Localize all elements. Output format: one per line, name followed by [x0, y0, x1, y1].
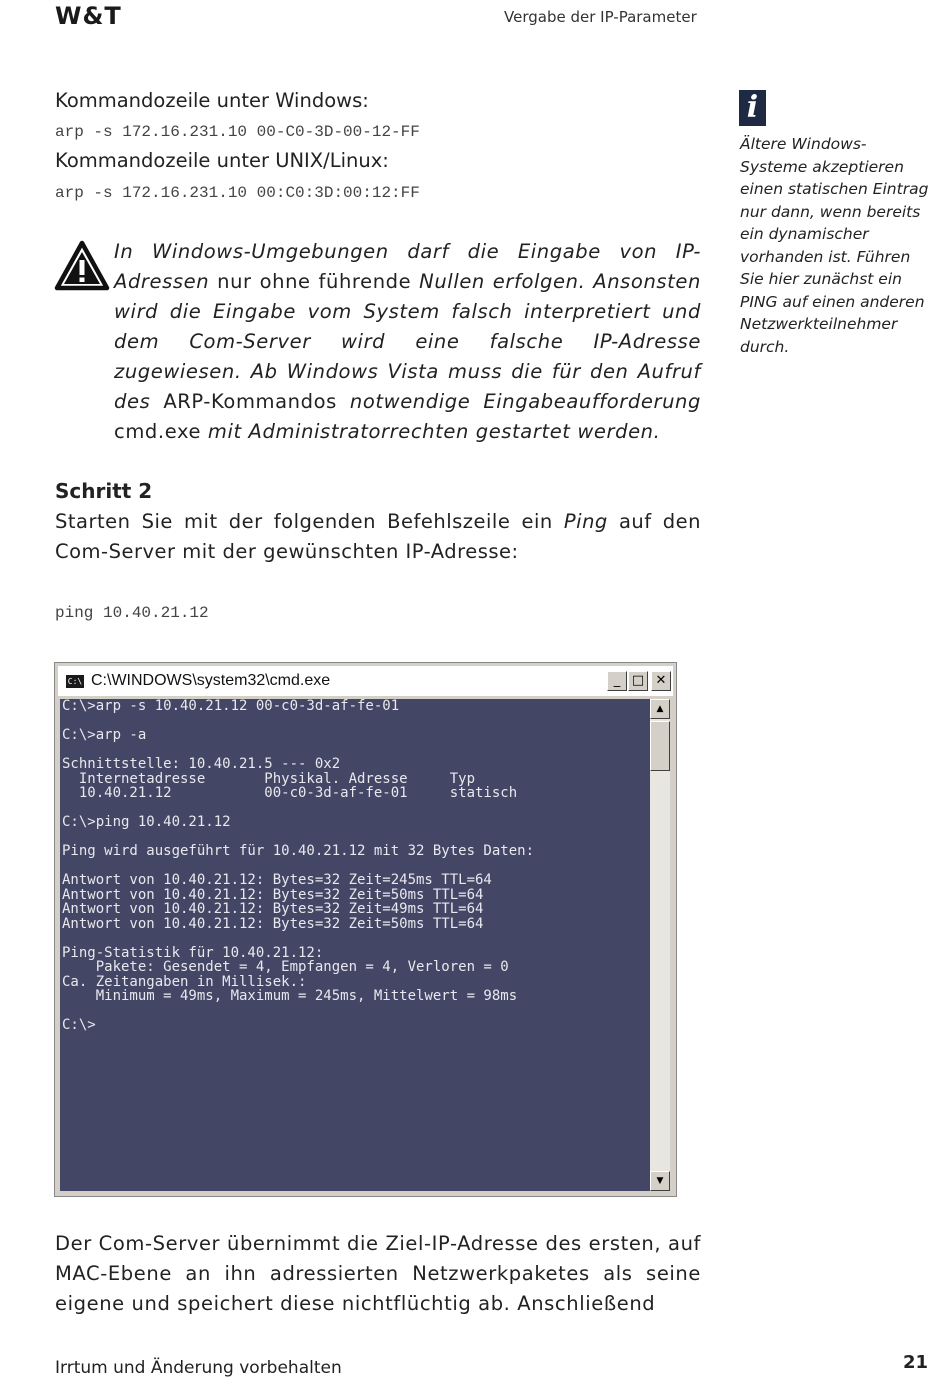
console-line: C:\>arp -a — [62, 727, 147, 743]
cmd-titlebar — [58, 666, 673, 696]
warning-paragraph — [55, 237, 701, 447]
console-line: Ca. Zeitangaben in Millisek.: — [62, 973, 307, 990]
sidebar-note: Ältere Windows-Systeme akzeptieren einen statischen Eintrag nur dann, wenn bereits ein dynamischer vorhanden ist. Führen Sie hier zunächst ein PING auf einen anderen Netzwerkteilnehmer durch. — [740, 135, 929, 356]
console-line — [60, 743, 650, 758]
console-line: 10.40.21.12 00-c0-3d-af-fe-01 statisch — [62, 785, 518, 801]
ping-command: ping 10.40.21.12 — [55, 604, 209, 622]
console-line: C:\> — [62, 1017, 96, 1033]
unix-command: arp -s 172.16.231.10 00:C0:3D:00:12:FF — [55, 184, 420, 202]
console-line — [60, 714, 650, 729]
closing-paragraph: Der Com-Server übernimmt die Ziel-IP-Adresse des ersten, auf MAC-Ebene an ihn adressierten Netzwerkpaketes als seine eigene und speichert diese nichtflüchtig ab. Anschließend — [55, 1232, 701, 1315]
info-icon: i — [739, 90, 766, 126]
windows-command: arp -s 172.16.231.10 00-C0-3D-00-12-FF — [55, 123, 420, 141]
step-text-after: auf den Com-Server mit der gewünschten IP-Adresse: — [55, 510, 701, 563]
page-number: 21 — [903, 1352, 929, 1373]
brand-logo: W&T — [55, 2, 122, 30]
cmd-title: C:\WINDOWS\system32\cmd.exe — [91, 672, 331, 689]
warning-text-6: cmd.exe — [114, 420, 202, 443]
console-line: Schnittstelle: 10.40.21.5 --- 0x2 — [62, 756, 341, 772]
scroll-thumb[interactable] — [650, 721, 670, 771]
console-line: Antwort von 10.40.21.12: Bytes=32 Zeit=50ms TTL=64 — [62, 915, 484, 932]
console-line — [60, 859, 650, 874]
console-line — [60, 1004, 650, 1019]
console-line: Pakete: Gesendet = 4, Empfangen = 4, Verloren = 0 — [62, 959, 509, 975]
unix-command-label: Kommandozeile unter UNIX/Linux: — [55, 149, 389, 172]
step-text-emphasis: Ping — [563, 510, 608, 533]
warning-text-7: mit Administratorrechten gestartet werden. — [201, 420, 661, 443]
step-heading: Schritt 2 — [55, 479, 153, 503]
scrollbar[interactable] — [650, 699, 670, 1191]
console-line: Antwort von 10.40.21.12: Bytes=32 Zeit=50ms TTL=64 — [62, 886, 484, 903]
maximize-button[interactable]: □ — [628, 671, 648, 691]
warning-text-2: nur ohne führende — [209, 270, 420, 293]
console-line: Internetadresse Physikal. Adresse Typ — [62, 770, 476, 787]
windows-command-label: Kommandozeile unter Windows: — [55, 89, 369, 112]
console-line: Antwort von 10.40.21.12: Bytes=32 Zeit=245ms TTL=64 — [62, 872, 492, 888]
warning-text-5: notwendige Eingabeaufforderung — [336, 390, 701, 413]
close-button[interactable]: ✕ — [651, 671, 671, 691]
step-text-before: Starten Sie mit der folgenden Befehlszeile ein — [55, 510, 564, 533]
console-line: Ping wird ausgeführt für 10.40.21.12 mit 32 Bytes Daten: — [62, 843, 535, 859]
cmd-console[interactable] — [60, 699, 650, 1191]
console-line — [60, 801, 650, 816]
warning-text-3: Nullen erfolgen. Ansonsten wird die Eingabe vom System falsch interpretiert und dem Com-Server wird eine falsche IP-Adresse zugewiesen. Ab Windows Vista muss die für den Aufruf des — [114, 270, 701, 413]
console-line: Ping-Statistik für 10.40.21.12: — [62, 944, 324, 961]
warning-text-4: ARP-Kommandos — [163, 390, 337, 413]
warning-text-1: In Windows-Umgebungen darf die Eingabe von IP-Adressen — [114, 240, 701, 293]
step-paragraph — [55, 507, 701, 567]
console-icon: C:\ — [67, 677, 83, 686]
scroll-down-button[interactable]: ▼ — [650, 1171, 670, 1191]
minimize-button[interactable]: _ — [607, 671, 627, 691]
console-line — [60, 830, 650, 845]
console-line: C:\>ping 10.40.21.12 — [62, 814, 231, 830]
console-line: C:\>arp -s 10.40.21.12 00-c0-3d-af-fe-01 — [62, 699, 400, 714]
section-title: Vergabe der IP-Parameter — [504, 8, 697, 26]
console-line: Minimum = 49ms, Maximum = 245ms, Mittelwert = 98ms — [62, 988, 518, 1004]
console-line: Antwort von 10.40.21.12: Bytes=32 Zeit=49ms TTL=64 — [62, 901, 484, 917]
console-line — [60, 931, 650, 946]
scroll-up-button[interactable]: ▲ — [650, 699, 670, 719]
cmd-window — [54, 662, 677, 1197]
footer-note: Irrtum und Änderung vorbehalten — [55, 1358, 342, 1378]
